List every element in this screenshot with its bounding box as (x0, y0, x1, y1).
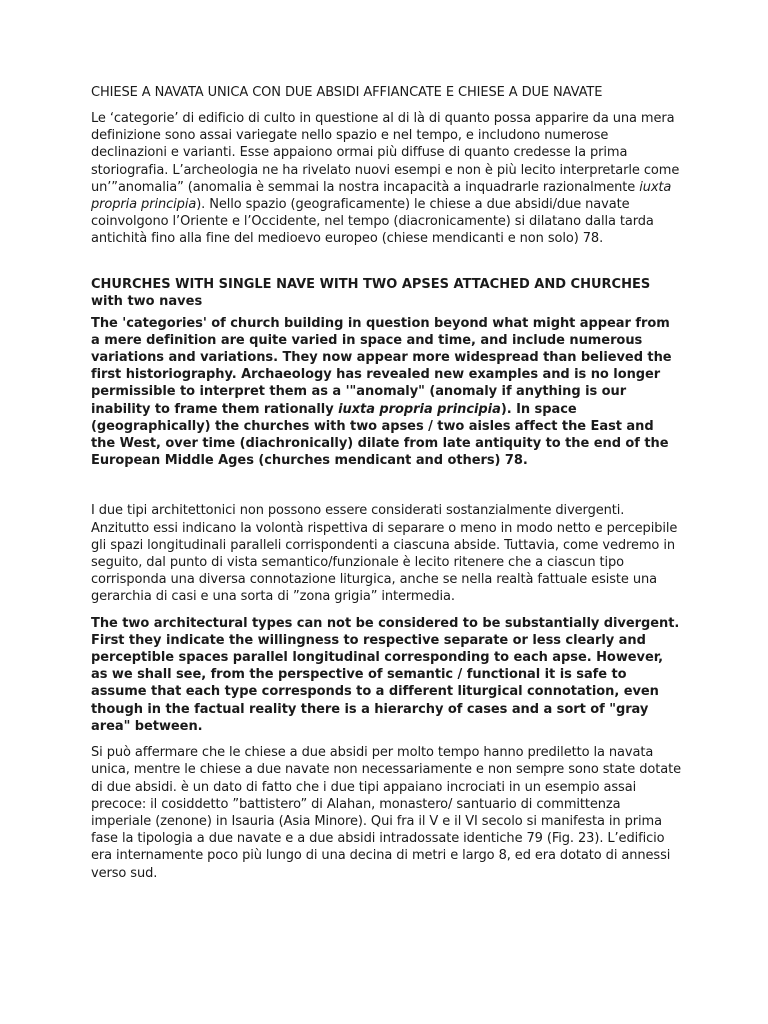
english-paragraph-1-latin-phrase: iuxta propria principia (338, 401, 501, 417)
english-paragraph-1 (91, 315, 681, 470)
italian-paragraph-1 (91, 110, 681, 248)
document-page (91, 84, 681, 882)
italian-paragraph-3: Si può affermare che le chiese a due absidi per molto tempo hanno prediletto la navata unica, mentre le chiese a due navate non necessariamente e non sempre sono state dotate di due absidi. è un dato di fatto che i due tipi appaiano incrociati in un esempio assai precoce: il cosiddetto ”battistero” di Alahan, monastero/ santuario di committenza imperiale (zenone) in Isauria (Asia Minore). Qui fra il V e il VI secolo si manifesta in prima fase la tipologia a due navate e a due absidi intradossate identiche 79 (Fig. 23). L’edificio era internamente poco più lungo di una decina di metri e largo 8, ed era dotato di annessi verso sud. (91, 745, 681, 881)
english-heading: CHURCHES WITH SINGLE NAVE WITH TWO APSES ATTACHED AND CHURCHES with two naves (91, 276, 651, 309)
italian-paragraph-2: I due tipi architettonici non possono essere considerati sostanzialmente divergenti. Anzitutto essi indicano la volontà rispettiva di separare o meno in modo netto e percepibile gli spazi longitudinali paralleli corrispondenti a ciascuna abside. Tuttavia, come vedremo in seguito, dal punto di vista semantico/funzionale è lecito ritenere che a ciascun tipo corrisponda una diversa connotazione liturgica, anche se nella realtà fattuale esiste una gerarchia di casi e una sorta di ”zona grigia” intermedia. (91, 503, 678, 605)
english-paragraph-1-text-a: The 'categories' of church building in question beyond what might appear from a mere definition are quite varied in space and time, and include numerous variations and variations. They now appear more widespread than believed the first historiography. Archaeology has revealed new examples and is no longer permissible to interpret them as a '"anomaly" (anomaly if anything is our inability to frame them rationally (91, 315, 672, 417)
italian-paragraph-1-latin-phrase: iuxta propria principia (91, 179, 672, 213)
italian-paragraph-1-text-b: ). Nello spazio (geograficamente) le chiese a due absidi/due navate coinvolgono l’Oriente e l’Occidente, nel tempo (diacronicamente) si dilatano dalla tarda antichità fino alla fine del medioevo europeo (chiese mendicanti e non solo) 78. (91, 197, 654, 247)
italian-paragraph-1-text-a: Le ‘categorie’ di edificio di culto in questione al di là di quanto possa apparire da una mera definizione sono assai variegate nello spazio e nel tempo, e includono numerose declinazioni e varianti. Esse appaiono ormai più diffuse di quanto credesse la prima storiografia. L’archeologia ne ha rivelato nuovi esempi e non è più lecito interpretarle come un’”anomalia” (anomalia è semmai la nostra incapacità a inquadrarle razionalmente (91, 111, 680, 195)
english-paragraph-1-text-b: ). In space (geographically) the churches with two apses / two aisles affect the East and the West, over time (diachronically) dilate from late antiquity to the end of the European Middle Ages (churches mendicant and others) 78. (91, 401, 669, 469)
italian-title: CHIESE A NAVATA UNICA CON DUE ABSIDI AFFIANCATE E CHIESE A DUE NAVATE (91, 85, 603, 100)
english-paragraph-2: The two architectural types can not be considered to be substantially divergent. First they indicate the willingness to respective separate or less clearly and perceptible spaces parallel longitudinal corresponding to each apse. However, as we shall see, from the perspective of semantic / functional it is safe to assume that each type corresponds to a different liturgical connotation, even though in the factual reality there is a hierarchy of cases and a sort of "gray area" between. (91, 615, 680, 734)
